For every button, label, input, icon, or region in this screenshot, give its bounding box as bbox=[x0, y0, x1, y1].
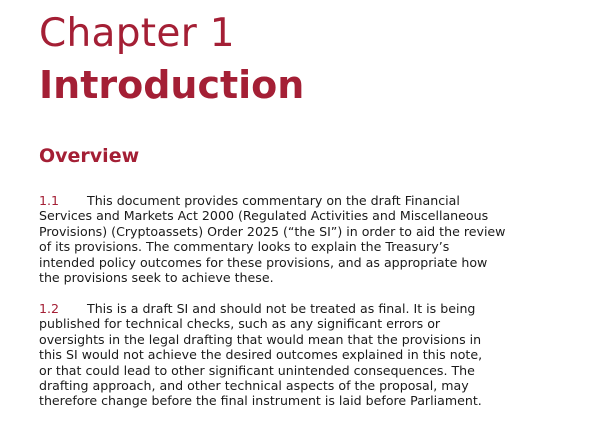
paragraph-line: Services and Markets Act 2000 (Regulated Activities and Miscellaneous bbox=[39, 208, 489, 224]
paragraph-line-text: This is a draft SI and should not be treated as final. It is being bbox=[87, 301, 476, 316]
chapter-title: Introduction bbox=[39, 63, 305, 107]
paragraph-line: published for technical checks, such as any significant errors or bbox=[39, 316, 441, 332]
paragraph-1-2 bbox=[39, 301, 559, 409]
paragraph-line: drafting approach, and other technical aspects of the proposal, may bbox=[39, 378, 469, 394]
paragraph-number: 1.1 bbox=[39, 193, 60, 208]
paragraph-line bbox=[39, 301, 559, 316]
section-heading: Overview bbox=[39, 145, 140, 167]
paragraph-line: intended policy outcomes for these provisions, and as appropriate how bbox=[39, 254, 488, 270]
paragraph-line-text: This document provides commentary on the draft Financial bbox=[87, 193, 460, 208]
chapter-label: Chapter 1 bbox=[39, 11, 235, 56]
paragraph-line: therefore change before the final instrument is laid before Parliament. bbox=[39, 393, 482, 409]
paragraph-line: oversights in the legal drafting that would mean that the provisions in bbox=[39, 331, 482, 347]
paragraph-1-1 bbox=[39, 193, 559, 285]
paragraph-line: of its provisions. The commentary looks to explain the Treasury’s bbox=[39, 239, 450, 255]
paragraph-line: Provisions) (Cryptoassets) Order 2025 (“the SI”) in order to aid the review bbox=[39, 223, 506, 239]
paragraph-line: the provisions seek to achieve these. bbox=[39, 270, 274, 286]
paragraph-line: or that could lead to other significant unintended consequences. The bbox=[39, 362, 475, 378]
paragraph-line bbox=[39, 193, 559, 208]
paragraph-line: this SI would not achieve the desired outcomes explained in this note, bbox=[39, 347, 483, 363]
paragraph-number: 1.2 bbox=[39, 301, 60, 316]
